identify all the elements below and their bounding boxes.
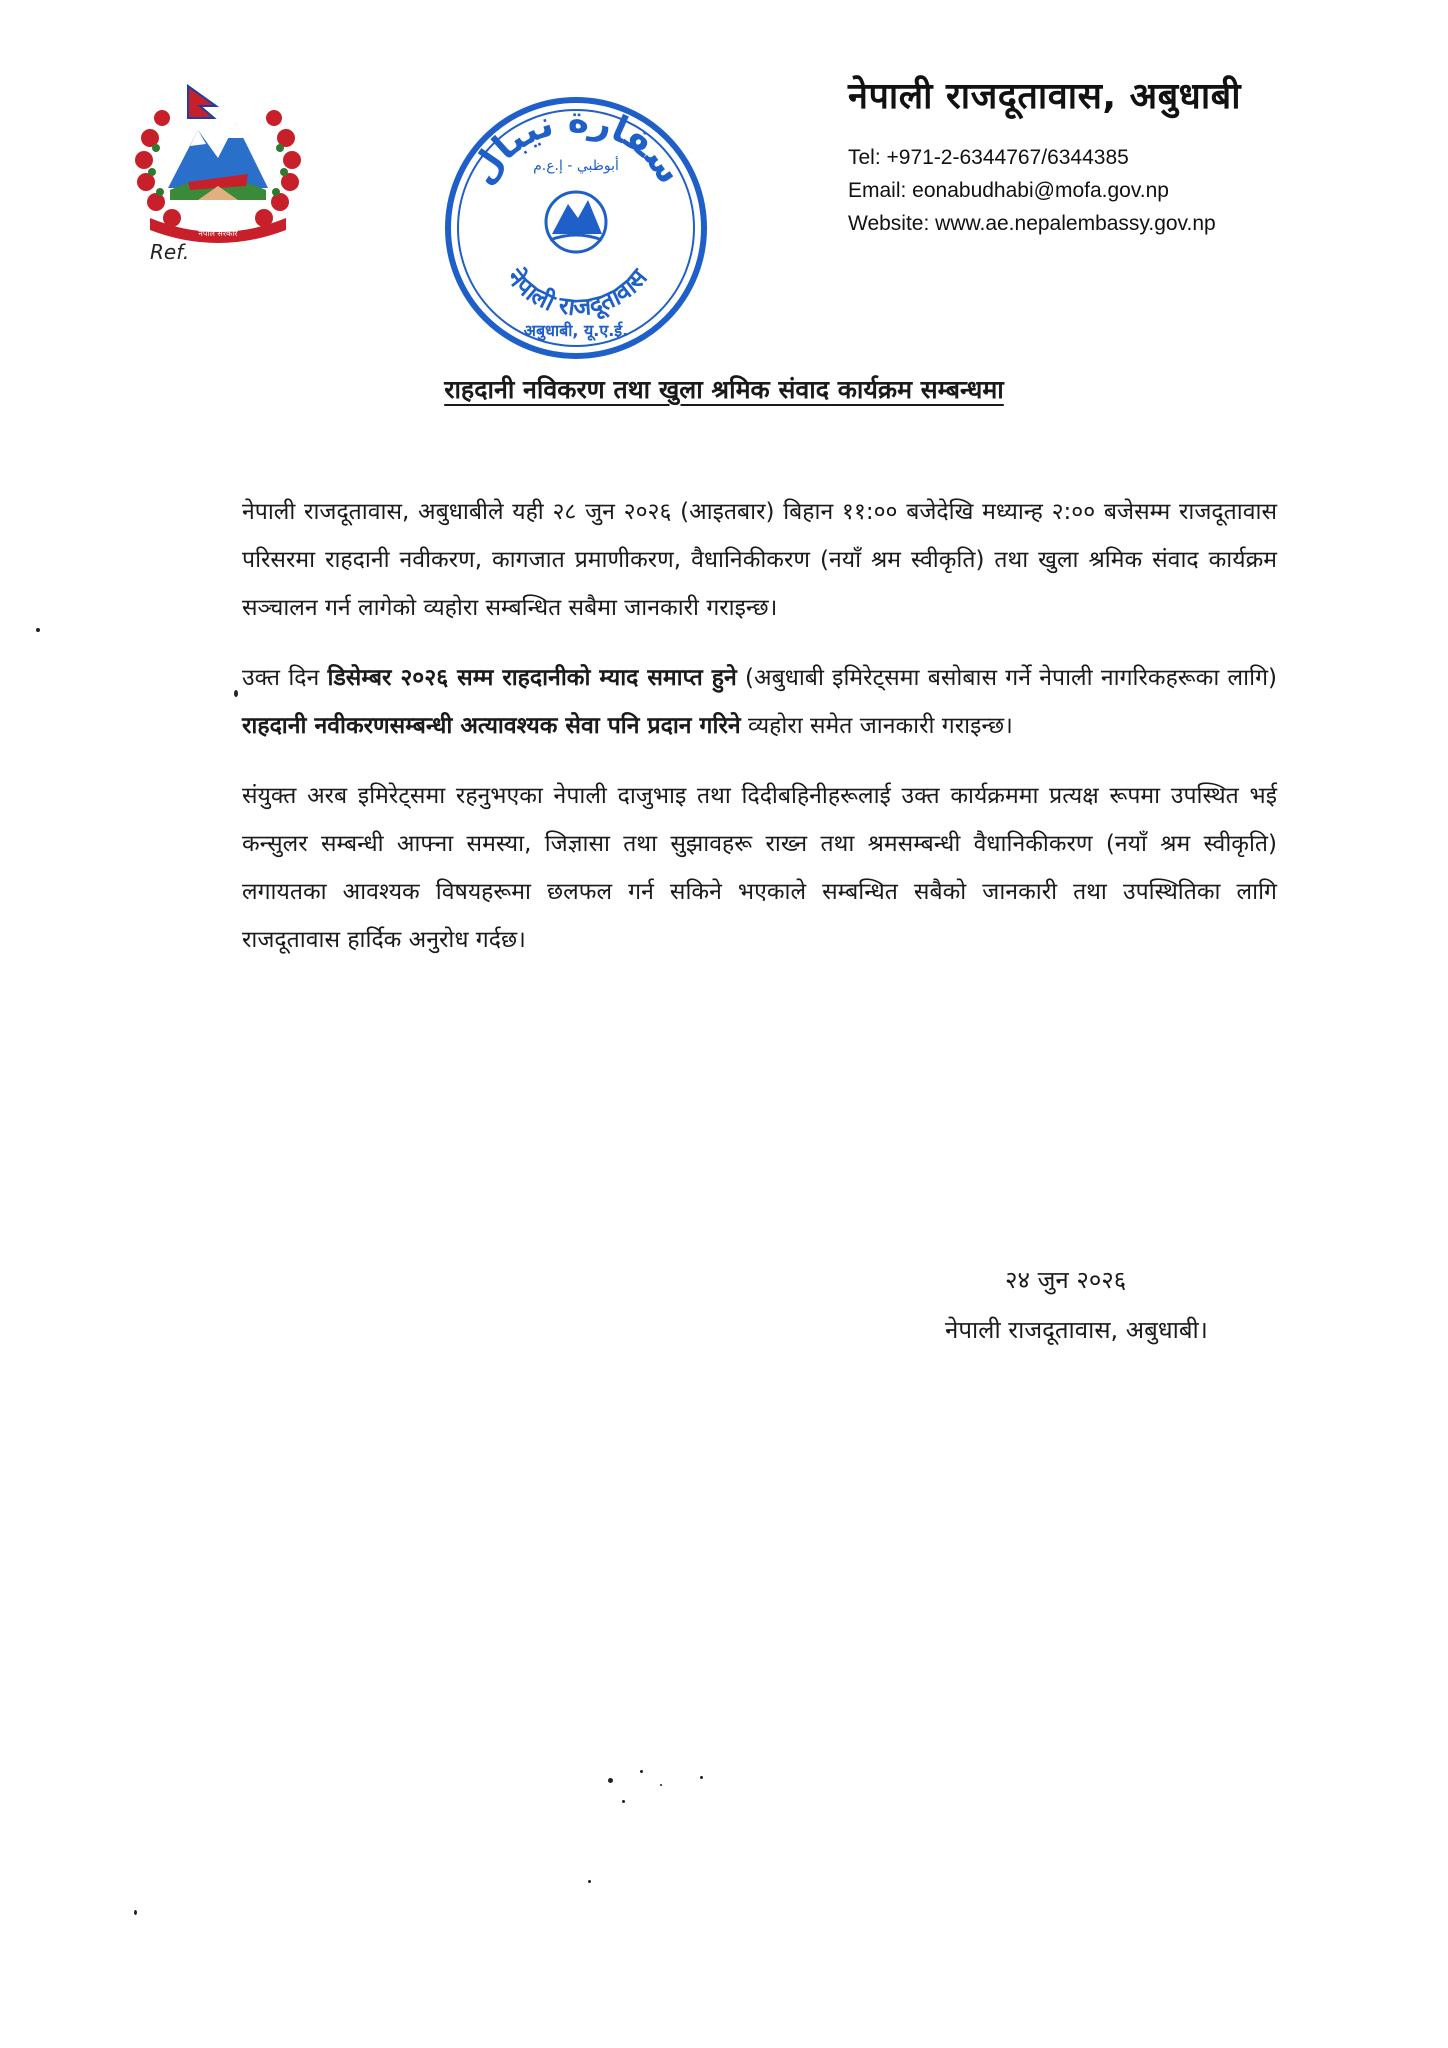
p2-part-e: व्यहोरा समेत जानकारी गराइन्छ। bbox=[740, 713, 1013, 739]
embassy-stamp-icon bbox=[440, 92, 712, 364]
scan-speck bbox=[640, 1770, 643, 1773]
nepal-emblem-icon bbox=[128, 78, 308, 243]
stamp-nepali-text: नेपाली राजदूतावास bbox=[501, 263, 653, 322]
scan-speck bbox=[700, 1776, 703, 1779]
stamp-arabic-city: أبوظبي - إ.ع.م bbox=[533, 158, 619, 174]
notice-body bbox=[242, 488, 1277, 986]
ref-label: Ref. bbox=[150, 240, 190, 264]
p2-bold-service: राहदानी नवीकरणसम्बन्धी अत्यावश्यक सेवा पनि प्रदान गरिने bbox=[242, 713, 741, 739]
emblem-caption: नेपाल सरकार bbox=[198, 229, 238, 238]
scan-speck bbox=[660, 1784, 662, 1786]
signoff-date: २४ जुन २०२६ bbox=[1005, 1266, 1127, 1294]
contact-email: Email: eonabudhabi@mofa.gov.np bbox=[848, 179, 1169, 202]
paragraph-3: संयुक्त अरब इमिरेट्समा रहनुभएका नेपाली दाजुभाइ तथा दिदीबहिनीहरूलाई उक्त कार्यक्रममा प्रत्यक्ष रूपमा उपस्थित भई कन्सुलर सम्बन्धी आफ्ना समस्या, जिज्ञासा तथा सुझावहरू राख्न तथा श्रमसम्बन्धी वैधानिकीकरण (नयाँ श्रम स्वीकृति) लगायतका आवश्यक विषयहरूमा छलफल गर्न सकिने भएकाले सम्बन्धित सबैको जानकारी तथा उपस्थितिका लागि राजदूतावास हार्दिक अनुरोध गर्दछ। bbox=[242, 783, 1277, 953]
p2-part-c: (अबुधाबी इमिरेट्समा बसोबास गर्ने नेपाली नागरिकहरूका लागि) bbox=[736, 665, 1277, 691]
scan-speck bbox=[36, 628, 40, 632]
notice-title bbox=[0, 372, 1448, 406]
stamp-arabic-text: سفارة نيبال bbox=[461, 99, 691, 192]
notice-title-text: राहदानी नविकरण तथा खुला श्रमिक संवाद कार्यक्रम सम्बन्धमा bbox=[444, 375, 1004, 404]
signoff-name: नेपाली राजदूतावास, अबुधाबी। bbox=[945, 1316, 1208, 1344]
paragraph-1: नेपाली राजदूतावास, अबुधाबीले यही २८ जुन २०२६ (आइतबार) बिहान ११:०० बजेदेखि मध्यान्ह २:०० बजेसम्म राजदूतावास परिसरमा राहदानी नवीकरण, कागजात प्रमाणीकरण, वैधानिकीकरण (नयाँ श्रम स्वीकृति) तथा खुला श्रमिक संवाद कार्यक्रम सञ्चालन गर्न लागेको व्यहोरा सम्बन्धित सबैमा जानकारी गराइन्छ। bbox=[242, 499, 1277, 621]
scan-speck bbox=[608, 1778, 613, 1783]
scan-speck bbox=[588, 1880, 591, 1883]
org-name: नेपाली राजदूतावास, अबुधाबी bbox=[848, 76, 1242, 117]
svg-text:नेपाली राजदूतावास bbox=[501, 263, 654, 322]
p2-part-a: उक्त दिन bbox=[242, 665, 328, 691]
scan-speck bbox=[234, 690, 238, 697]
p2-bold-expiry: डिसेम्बर २०२६ सम्म राहदानीको म्याद समाप्त हुने bbox=[327, 665, 737, 691]
scan-speck bbox=[134, 1910, 137, 1915]
contact-website: Website: www.ae.nepalembassy.gov.np bbox=[848, 212, 1216, 235]
signoff bbox=[945, 1255, 1208, 1355]
stamp-city: अबुधाबी, यू.ए.ई. bbox=[523, 321, 629, 340]
svg-text:سفارة نيبال bbox=[462, 100, 691, 192]
contact-tel: Tel: +971-2-6344767/6344385 bbox=[848, 146, 1129, 169]
scan-speck bbox=[622, 1800, 625, 1803]
paragraph-2 bbox=[242, 654, 1277, 750]
letterhead bbox=[848, 70, 1408, 240]
